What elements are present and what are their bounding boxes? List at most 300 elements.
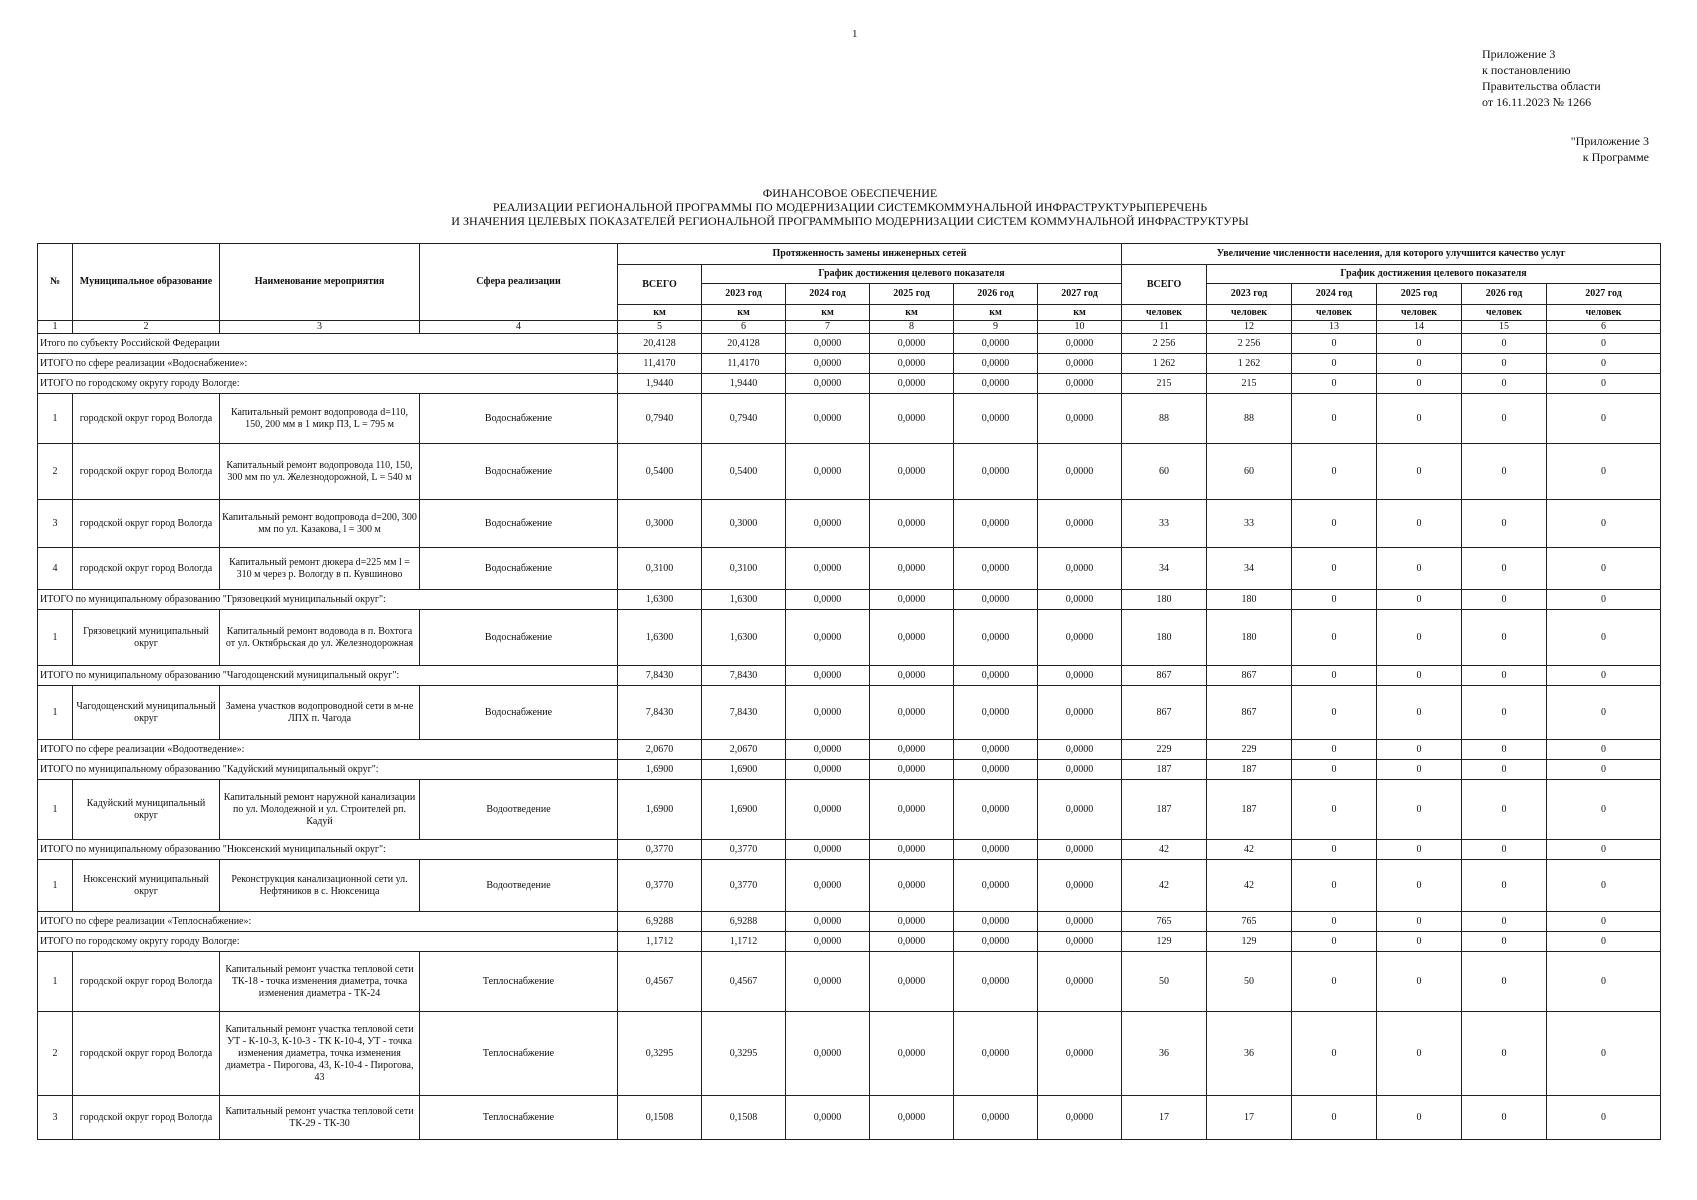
row-value: 0 [1462,500,1547,548]
row-value: 1,6300 [618,590,702,610]
row-value: 1,6900 [702,760,786,780]
row-value: 0 [1462,952,1547,1012]
row-value: 0,0000 [870,548,954,590]
row-value: 0 [1462,590,1547,610]
row-event-name: Капитальный ремонт участка тепловой сети ТК-29 - ТК-30 [220,1096,420,1140]
row-value: 215 [1122,374,1207,394]
row-value: 11,4170 [702,354,786,374]
header-unit: человек [1292,305,1377,321]
row-value: 0 [1377,1012,1462,1096]
row-municipality: городской округ город Вологда [73,1012,220,1096]
row-value: 17 [1207,1096,1292,1140]
row-value: 0 [1292,780,1377,840]
row-value: 0,5400 [702,444,786,500]
row-number: 1 [38,952,73,1012]
row-value: 2,0670 [702,740,786,760]
row-value: 0,0000 [870,1012,954,1096]
subtotal-row [38,334,1661,354]
table-row [38,500,1661,548]
header-year: 2024 год [786,284,870,305]
header-event: Наименование мероприятия [220,244,420,321]
row-value: 0,0000 [786,334,870,354]
header-unit: км [870,305,954,321]
row-value: 0,3295 [702,1012,786,1096]
row-value: 0,0000 [870,932,954,952]
row-value: 0,0000 [1038,374,1122,394]
row-number: 1 [38,394,73,444]
row-municipality: городской округ город Вологда [73,500,220,548]
subtotal-label: ИТОГО по сфере реализации «Водоснабжение»: [38,354,618,374]
row-value: 0,3770 [618,840,702,860]
row-value: 0 [1462,548,1547,590]
row-value: 42 [1122,840,1207,860]
row-number: 1 [38,686,73,740]
column-index-cell: 9 [954,321,1038,334]
row-value: 0 [1292,760,1377,780]
row-value: 0,7940 [618,394,702,444]
row-value: 229 [1207,740,1292,760]
subtotal-label: ИТОГО по муниципальному образованию "Кадуйский муниципальный округ": [38,760,618,780]
row-value: 0,0000 [954,334,1038,354]
table-row [38,952,1661,1012]
row-number: 1 [38,780,73,840]
header-unit: км [1038,305,1122,321]
row-value: 0,3100 [702,548,786,590]
row-sphere: Водоснабжение [420,610,618,666]
row-value: 0,0000 [786,500,870,548]
row-municipality: Грязовецкий муниципальный округ [73,610,220,666]
row-value: 0 [1547,354,1661,374]
row-value: 0 [1547,334,1661,354]
row-value: 129 [1207,932,1292,952]
row-value: 0,0000 [1038,1012,1122,1096]
subtotal-row [38,590,1661,610]
row-value: 1,6900 [618,760,702,780]
row-value: 0,0000 [954,932,1038,952]
table-row [38,394,1661,444]
row-sphere: Теплоснабжение [420,1096,618,1140]
row-value: 50 [1207,952,1292,1012]
row-value: 0,0000 [1038,780,1122,840]
header-unit: человек [1207,305,1292,321]
row-value: 0 [1547,394,1661,444]
subtotal-row [38,740,1661,760]
row-value: 20,4128 [618,334,702,354]
row-value: 1,6300 [618,610,702,666]
row-value: 0,0000 [1038,500,1122,548]
row-value: 36 [1207,1012,1292,1096]
subtotal-label: ИТОГО по городскому округу городу Вологде: [38,374,618,394]
row-value: 0,0000 [786,952,870,1012]
row-value: 0 [1377,354,1462,374]
appendix-line: Правительства области [1482,79,1601,93]
row-value: 0,0000 [870,740,954,760]
row-number: 1 [38,860,73,912]
row-value: 0,0000 [786,860,870,912]
row-value: 0 [1292,590,1377,610]
row-value: 0,0000 [954,354,1038,374]
row-event-name: Капитальный ремонт водопровода 110, 150, 300 мм по ул. Железнодорожной, L = 540 м [220,444,420,500]
row-value: 0,0000 [1038,548,1122,590]
row-value: 0,0000 [954,548,1038,590]
row-value: 0 [1292,666,1377,686]
row-value: 0,0000 [1038,840,1122,860]
financing-table [37,243,1661,1140]
title-line: РЕАЛИЗАЦИИ РЕГИОНАЛЬНОЙ ПРОГРАММЫ ПО МОДЕРНИЗАЦИИ СИСТЕМКОММУНАЛЬНОЙ ИНФРАСТРУКТУРЫПЕРЕЧЕНЬ [492,200,1208,214]
row-value: 33 [1207,500,1292,548]
row-sphere: Водоснабжение [420,444,618,500]
row-value: 0 [1462,912,1547,932]
row-value: 0,4567 [702,952,786,1012]
row-value: 0,0000 [954,610,1038,666]
header-population-group: Увеличение численности населения, для которого улучшится качество услуг [1122,244,1661,265]
subtotal-row [38,760,1661,780]
appendix-line: к постановлению [1482,63,1571,77]
row-event-name: Капитальный ремонт наружной канализации по ул. Молодежной и ул. Строителей рп. Кадуй [220,780,420,840]
title-line: И ЗНАЧЕНИЯ ЦЕЛЕВЫХ ПОКАЗАТЕЛЕЙ РЕГИОНАЛЬНОЙ ПРОГРАММЫПО МОДЕРНИЗАЦИИ СИСТЕМ КОММУНАЛЬНОЙ ИНФРАСТРУКТУРЫ [451,214,1249,228]
row-value: 0 [1462,610,1547,666]
row-value: 0 [1547,500,1661,548]
header-year: 2025 год [1377,284,1462,305]
row-value: 0 [1462,334,1547,354]
row-value: 0 [1292,932,1377,952]
row-value: 0 [1547,760,1661,780]
row-value: 0,0000 [1038,686,1122,740]
row-value: 0,7940 [702,394,786,444]
subtotal-label: ИТОГО по сфере реализации «Теплоснабжение»: [38,912,618,932]
row-value: 6,9288 [618,912,702,932]
row-value: 17 [1122,1096,1207,1140]
row-number: 3 [38,500,73,548]
header-unit: человек [1122,305,1207,321]
header-unit: человек [1462,305,1547,321]
row-value: 88 [1122,394,1207,444]
row-value: 0 [1462,686,1547,740]
row-value: 0 [1377,860,1462,912]
row-value: 0,0000 [1038,1096,1122,1140]
column-index-cell: 7 [786,321,870,334]
row-value: 0,0000 [786,590,870,610]
table-body [38,321,1661,1140]
row-value: 2 256 [1122,334,1207,354]
row-value: 0,0000 [870,780,954,840]
header-num: № [38,244,73,321]
row-value: 0 [1292,500,1377,548]
row-value: 0 [1547,1012,1661,1096]
row-value: 0,0000 [954,394,1038,444]
row-value: 0,0000 [1038,860,1122,912]
row-value: 0 [1292,334,1377,354]
row-value: 0 [1377,444,1462,500]
table-row [38,1012,1661,1096]
row-value: 0 [1377,760,1462,780]
subtotal-row [38,912,1661,932]
table-row [38,444,1661,500]
subtotal-row [38,374,1661,394]
header-year: 2023 год [702,284,786,305]
row-value: 1 262 [1122,354,1207,374]
row-value: 0 [1377,500,1462,548]
row-value: 0,0000 [870,590,954,610]
subtotal-row [38,354,1661,374]
row-value: 1,1712 [702,932,786,952]
row-value: 1,6900 [618,780,702,840]
row-value: 0 [1377,1096,1462,1140]
row-value: 0 [1547,840,1661,860]
row-value: 7,8430 [618,666,702,686]
row-municipality: Нюксенский муниципальный округ [73,860,220,912]
row-value: 0,0000 [1038,590,1122,610]
column-index-cell: 14 [1377,321,1462,334]
row-value: 0 [1377,666,1462,686]
page-number: 1 [852,28,858,40]
row-value: 0,3770 [618,860,702,912]
row-event-name: Капитальный ремонт участка тепловой сети ТК-18 - точка изменения диаметра, точка изменения диаметра - ТК-24 [220,952,420,1012]
row-value: 0 [1292,840,1377,860]
row-value: 0,0000 [1038,952,1122,1012]
row-value: 0,0000 [954,374,1038,394]
subtotal-label: ИТОГО по сфере реализации «Водоотведение»: [38,740,618,760]
row-value: 0,0000 [870,1096,954,1140]
column-index-cell: 2 [73,321,220,334]
row-value: 0,0000 [786,686,870,740]
row-value: 0,0000 [786,666,870,686]
row-value: 0,3770 [702,840,786,860]
row-value: 0,0000 [870,912,954,932]
row-value: 34 [1122,548,1207,590]
header-unit: человек [1547,305,1661,321]
header-unit: км [618,305,702,321]
row-municipality: городской округ город Вологда [73,394,220,444]
row-value: 0,0000 [870,952,954,1012]
row-value: 0,0000 [1038,932,1122,952]
row-value: 0 [1292,394,1377,444]
row-value: 0 [1462,932,1547,952]
row-value: 0,3295 [618,1012,702,1096]
row-sphere: Водоснабжение [420,500,618,548]
header-municipality: Муниципальное образование [73,244,220,321]
row-value: 0,1508 [702,1096,786,1140]
header-unit: км [786,305,870,321]
row-municipality: городской округ город Вологда [73,548,220,590]
row-value: 0 [1547,1096,1661,1140]
row-value: 0,1508 [618,1096,702,1140]
row-value: 42 [1122,860,1207,912]
row-value: 0 [1292,1012,1377,1096]
row-sphere: Водоснабжение [420,394,618,444]
row-value: 229 [1122,740,1207,760]
row-value: 0,0000 [786,354,870,374]
row-value: 180 [1207,590,1292,610]
row-value: 0 [1462,760,1547,780]
row-value: 60 [1122,444,1207,500]
subtotal-row [38,932,1661,952]
row-value: 0 [1547,912,1661,932]
appendix-line: от 16.11.2023 № 1266 [1482,95,1592,109]
row-value: 0 [1377,334,1462,354]
row-number: 1 [38,610,73,666]
row-value: 20,4128 [702,334,786,354]
row-value: 0,3000 [702,500,786,548]
row-value: 2,0670 [618,740,702,760]
column-index-cell: 3 [220,321,420,334]
row-value: 215 [1207,374,1292,394]
row-value: 765 [1207,912,1292,932]
row-value: 0 [1377,686,1462,740]
row-value: 1,6300 [702,610,786,666]
row-value: 7,8430 [702,686,786,740]
table-row [38,780,1661,840]
row-value: 0 [1377,952,1462,1012]
row-municipality: Чагодощенский муниципальный округ [73,686,220,740]
row-value: 0 [1462,444,1547,500]
row-value: 0,0000 [954,912,1038,932]
row-value: 0 [1292,952,1377,1012]
subtotal-row [38,840,1661,860]
row-value: 0 [1292,860,1377,912]
row-value: 0,0000 [954,500,1038,548]
appendix-program-line: "Приложение 3 [1570,134,1649,148]
header-year: 2024 год [1292,284,1377,305]
row-event-name: Капитальный ремонт дюкера d=225 мм l = 310 м через р. Вологду в п. Кувшиново [220,548,420,590]
row-value: 0,0000 [954,686,1038,740]
row-value: 0,0000 [786,374,870,394]
row-value: 180 [1207,610,1292,666]
row-value: 34 [1207,548,1292,590]
column-index-cell: 1 [38,321,73,334]
row-value: 0,0000 [786,610,870,666]
row-value: 2 256 [1207,334,1292,354]
row-value: 0,0000 [870,686,954,740]
row-value: 0,0000 [1038,444,1122,500]
header-unit: человек [1377,305,1462,321]
header-year: 2026 год [1462,284,1547,305]
row-event-name: Капитальный ремонт водопровода d=200, 300 мм по ул. Казакова, l = 300 м [220,500,420,548]
header-schedule-km: График достижения целевого показателя [702,265,1122,284]
header-year: 2023 год [1207,284,1292,305]
row-value: 0,0000 [870,860,954,912]
row-value: 0,3000 [618,500,702,548]
row-number: 2 [38,444,73,500]
row-value: 0 [1377,394,1462,444]
row-value: 765 [1122,912,1207,932]
header-total-km: ВСЕГО [618,265,702,305]
row-value: 0,0000 [786,912,870,932]
row-value: 0,0000 [786,1012,870,1096]
row-value: 0,0000 [786,1096,870,1140]
row-value: 0,0000 [1038,760,1122,780]
row-value: 0,0000 [954,1012,1038,1096]
table-row [38,1096,1661,1140]
row-value: 0,0000 [786,444,870,500]
row-value: 0 [1547,860,1661,912]
header-unit: км [954,305,1038,321]
row-value: 0 [1292,548,1377,590]
row-value: 0 [1377,932,1462,952]
row-value: 11,4170 [618,354,702,374]
row-value: 0 [1292,610,1377,666]
row-value: 0,3100 [618,548,702,590]
header-year: 2025 год [870,284,954,305]
row-event-name: Капитальный ремонт водопровода d=110, 150, 200 мм в 1 микр ПЗ, L = 795 м [220,394,420,444]
row-value: 1,9440 [702,374,786,394]
appendix-line: Приложение 3 [1482,47,1556,61]
row-value: 0 [1547,952,1661,1012]
row-value: 0 [1462,780,1547,840]
row-value: 0,0000 [954,760,1038,780]
row-sphere: Водоснабжение [420,548,618,590]
row-value: 0,3770 [702,860,786,912]
column-index-cell: 12 [1207,321,1292,334]
row-value: 187 [1122,760,1207,780]
row-value: 0 [1292,1096,1377,1140]
table-row [38,686,1661,740]
row-value: 0,0000 [870,334,954,354]
row-value: 0 [1377,840,1462,860]
row-value: 0,0000 [786,840,870,860]
row-value: 0 [1377,610,1462,666]
row-value: 36 [1122,1012,1207,1096]
row-value: 867 [1207,686,1292,740]
row-value: 0 [1547,932,1661,952]
title-line: ФИНАНСОВОЕ ОБЕСПЕЧЕНИЕ [762,186,938,200]
row-value: 0,0000 [1038,354,1122,374]
row-number: 4 [38,548,73,590]
row-value: 0 [1292,912,1377,932]
subtotal-row [38,666,1661,686]
row-value: 42 [1207,860,1292,912]
row-value: 1,6300 [702,590,786,610]
row-sphere: Теплоснабжение [420,1012,618,1096]
row-value: 0 [1462,1096,1547,1140]
row-value: 0 [1547,610,1661,666]
table-row [38,610,1661,666]
row-value: 0,0000 [954,860,1038,912]
header-schedule-people: График достижения целевого показателя [1207,265,1661,284]
header-year: 2027 год [1547,284,1661,305]
row-value: 42 [1207,840,1292,860]
row-value: 0,0000 [954,840,1038,860]
subtotal-label: Итого по субъекту Российской Федерации [38,334,618,354]
row-municipality: городской округ город Вологда [73,444,220,500]
row-value: 60 [1207,444,1292,500]
row-value: 0 [1547,590,1661,610]
table-row [38,548,1661,590]
column-index-cell: 8 [870,321,954,334]
row-value: 0,0000 [1038,334,1122,354]
row-number: 2 [38,1012,73,1096]
row-value: 50 [1122,952,1207,1012]
row-event-name: Реконструкция канализационной сети ул. Нефтяников в с. Нюксеница [220,860,420,912]
row-value: 129 [1122,932,1207,952]
row-value: 0 [1462,840,1547,860]
header-length-group: Протяженность замены инженерных сетей [618,244,1122,265]
row-value: 0,4567 [618,952,702,1012]
row-value: 0,0000 [870,374,954,394]
header-total-people: ВСЕГО [1122,265,1207,305]
row-value: 0,5400 [618,444,702,500]
row-value: 0,0000 [870,500,954,548]
row-value: 0,0000 [870,610,954,666]
row-value: 7,8430 [702,666,786,686]
row-municipality: городской округ город Вологда [73,1096,220,1140]
table-row [38,860,1661,912]
row-value: 0 [1377,912,1462,932]
row-value: 0 [1462,1012,1547,1096]
row-value: 187 [1207,760,1292,780]
row-value: 180 [1122,610,1207,666]
row-value: 0,0000 [870,394,954,444]
